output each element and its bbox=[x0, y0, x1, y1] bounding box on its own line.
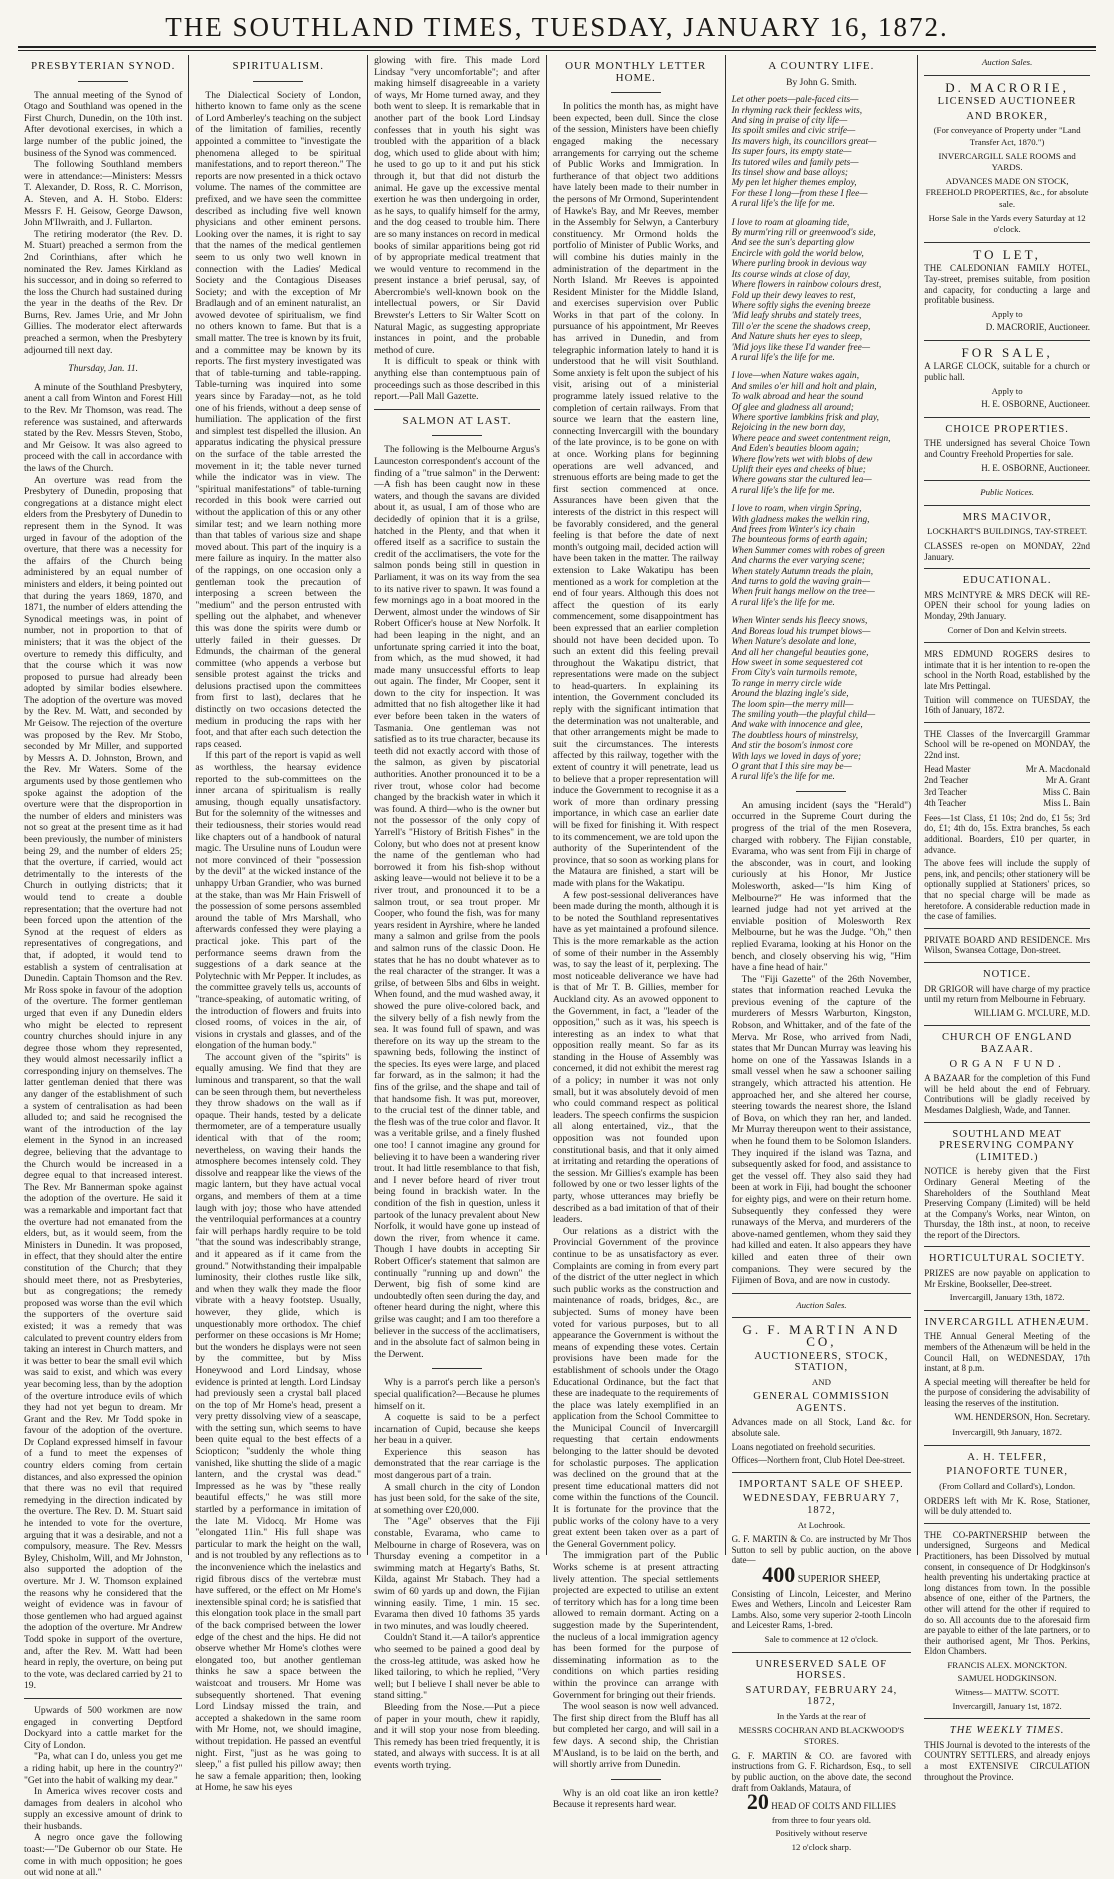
poem-line: A rural life's the life for me. bbox=[731, 597, 835, 608]
poem-line: Rejoicing in the new born day, bbox=[731, 423, 846, 434]
ad-text: THE CALEDONIAN FAMILY HOTEL, Tay-street, premises suitable, from position and capacity, for conducting a large and profitable business. bbox=[924, 263, 1090, 306]
poem-line: A rural life's the life for me. bbox=[731, 352, 835, 363]
poem-line: Its tinsel show and base alloys; bbox=[731, 168, 849, 179]
poem bbox=[732, 95, 912, 783]
letter-paragraph: A few post-sessional deliverances have been made during the month, although it is to be noted the Southland representatives have as yet maintained a profound silence. This is the more remarkable as the action of some of their number in the Assembly was, to say the least of it, perplexing. The most noticeable deliverance we have had is that of Mr T. B. Gillies, member for Auckland city. As an avowed opponent to the Government, in fact, a "leader of the opposition," such as it was, his speech is interesting as an index to what that opposition really meant. So far as its standing in the House of Assembly was concerned, it did not exhibit the merest rag of a policy; in number it was not only small, but it was absolutely devoid of men who could command respect as political leaders. The speech confirms the suspicion all along entertained, viz., that the opposition was not founded upon constitutional basis, and that it only aimed at irritating and retarding the operations of the session. Mr Gillies's example has been followed by one or two lesser lights of the party, whose utterances may briefly be described as a bad imitation of that of their leaders. bbox=[552, 889, 719, 1226]
teacher-list bbox=[924, 764, 1090, 810]
ad-choice-heading: CHOICE PROPERTIES. bbox=[945, 423, 1069, 435]
news-paragraph: The "Fiji Gazette" of the 26th November, states that information reached Levuka the previous evening of the capture of the murderers of Messrs Warburton, Kingston, Robson, and Whittaker, and of the fate of the Merva. Mr Rose, who arrived from Nadi, states that Mr Duncan Murray was leaving his home on one of the Yassawas Islands in a small vessel when he saw a schooner sailing strangely, which attracted his attention. He approached her, and she altered her course, steering towards the nearest shore, the Island of Bova, on which they ran her, and landed. Mr Murray thereupon went to their assistance, when he found them to be Solomon Islanders. They inquired if the island was Tazna, and subsequently asked for food, and assistance to get the vessel off. They also said they had been at work in Fiji, had bought the schooner for eighty pigs, and were on their return home. Subsequently they confessed they were runaways of the Merva, and murderers of the above-named gentlemen, whom they said they had killed and eaten. It also appears they have killed and eaten three of their own companions. They were secured by the Fijimen of Bova, and are now in custody. bbox=[731, 973, 912, 1287]
poem-line: By murm'ring rill or greenwood's side, bbox=[731, 228, 876, 239]
poem-line: With lays we loved in days of yore; bbox=[731, 751, 862, 762]
ad-signature: WM. HENDERSON, Hon. Secretary. bbox=[954, 1411, 1090, 1422]
divider bbox=[924, 1310, 1090, 1311]
ad-martin-line: AND bbox=[811, 1376, 831, 1387]
divider bbox=[924, 1025, 1090, 1026]
divider bbox=[924, 928, 1090, 929]
jest-item: Experience this season has demonstrated that the rear carriage is the most dangerous part of a train. bbox=[374, 1446, 540, 1482]
ad-organ-heading: ORGAN FUND. bbox=[949, 1058, 1065, 1070]
teacher-row bbox=[924, 787, 1090, 799]
jest-item: Why is a parrot's perch like a person's special qualification?—Because he plumes himself on it. bbox=[374, 1377, 540, 1412]
column-2 bbox=[188, 55, 367, 1794]
synod-heading: PRESBYTERIAN SYNOD. bbox=[31, 60, 176, 72]
letter-paragraph: The immigration part of the Public Works scheme is at present attracting lively attention. The special settlements projected are expected to utilise an extent of territory which has for a long time been allowed to remain dormant. Acting on a suggestion made by the Superintendent, the nucleus of a local immigration agency has been formed for the purpose of disseminating information as to the conditions on which parties residing within the province can arrange with Government for bringing out their friends. bbox=[552, 1550, 719, 1701]
ad-sheep-place: At Lochrook. bbox=[797, 1519, 846, 1530]
ad-text: CLASSES re-open on MONDAY, 22nd January. bbox=[924, 541, 1090, 562]
jest-item: Bleeding from the Nose.—Put a piece of paper in your mouth, chew it rapidly, and it will stop your nose from bleeding. This remedy has been tried frequently, it is stated, and always with success. It is at all events worth trying. bbox=[374, 1701, 540, 1771]
poem-line: Till o'er the scene the shadows creep, bbox=[731, 321, 871, 332]
ad-text: Positively without reserve bbox=[775, 1828, 868, 1839]
divider bbox=[924, 962, 1090, 963]
teacher-role: Head Master bbox=[924, 763, 971, 774]
ad-text: Apply to bbox=[991, 385, 1023, 396]
poem-line: Of glee and gladness all around; bbox=[731, 402, 854, 413]
ad-text: THE CO-PARTNERSHIP between the undersigned, Surgeons and Medical Practitioners, has been Dissolved by mutual consent, in consequence of Dr Hodgkinson's health preventing his undertaking practice at long distances from town. In the possible absence of one, either of the Partners, the other will attend for the other if required to do so. All accounts due to the aforesaid firm are payable to either of the late partners, or to their authorised agent, Mr Thos. Perkins, Eldon Chambers. bbox=[924, 1529, 1090, 1657]
poem-line: When Nature's desolate and lone, bbox=[731, 637, 857, 648]
poem-author: By John G. Smith. bbox=[786, 77, 857, 88]
ad-macivor-address: LOCKHART'S BUILDINGS, TAY-STREET. bbox=[927, 526, 1088, 537]
ad-text: Invercargill, January 1st, 1872. bbox=[952, 1700, 1062, 1711]
poem-line: For these I long—from these I flee— bbox=[731, 188, 868, 199]
ad-text: A LARGE CLOCK, suitable for a church or public hall. bbox=[924, 361, 1090, 383]
poem-line: And see the sun's departing glow bbox=[731, 238, 855, 249]
ad-martin-line: GENERAL COMMISSION AGENTS. bbox=[753, 1391, 890, 1414]
jest-item: A small church in the city of London has just been sold, for the sake of the site, at something over £20,000. bbox=[374, 1481, 540, 1516]
synod-paragraph: The annual meeting of the Synod of Otago and Southland was opened in the First Church, Dunedin, on the 10th inst. After devotional exercises, in which a large number of the public joined, the business of the Synod was commenced. bbox=[24, 89, 183, 159]
ad-text: G. F. MARTIN & Co. are instructed by Mr Thos Sutton to sell by public auction, on the above date— bbox=[731, 1534, 912, 1566]
divider bbox=[924, 722, 1090, 723]
ad-text: Invercargill, January 13th, 1872. bbox=[949, 1292, 1065, 1303]
ad-signature: FRANCIS ALEX. MONCKTON. bbox=[947, 1659, 1067, 1670]
divider bbox=[732, 1293, 912, 1294]
teacher-name: Miss C. Bain bbox=[1042, 786, 1090, 797]
column-5 bbox=[725, 55, 918, 1852]
poem-line: Let other poets—pale-faced cits— bbox=[731, 95, 859, 106]
poem-stanza bbox=[732, 504, 912, 608]
ad-macrorie-line: INVERCARGILL SALE ROOMS and YARDS. bbox=[938, 150, 1076, 173]
letter-heading: OUR MONTHLY LETTER HOME. bbox=[565, 60, 707, 84]
ad-telfer-line: (From Collard and Collard's), London. bbox=[939, 1480, 1076, 1491]
poem-line: A rural life's the life for me. bbox=[731, 199, 835, 210]
masthead-rule bbox=[18, 46, 1096, 48]
ad-text: Advances made on all Stock, Land &c. for absolute sale. bbox=[731, 1417, 912, 1439]
poem-line: And Nature shuts her eyes to sleep, bbox=[731, 332, 863, 343]
ad-text: Invercargill, 9th January, 1872. bbox=[952, 1427, 1062, 1438]
poem-line: Where purling brook in devious way bbox=[731, 259, 867, 270]
poem-line: I love to roam at gloaming tide, bbox=[731, 217, 850, 228]
ad-telfer-line: PIANOFORTE TUNER, bbox=[946, 1466, 1068, 1478]
ad-notice-heading: NOTICE. bbox=[983, 969, 1032, 980]
poem-line: Around the blazing ingle's side, bbox=[731, 689, 849, 700]
ad-signature: SAMUEL HODGKINSON. bbox=[957, 1673, 1057, 1684]
spiritualism-closing: It is difficult to speak or think with anything else than contemptuous pain of proceedings such as those described in this report.—Pall Mall Gazette. bbox=[374, 356, 540, 403]
poem-line: O grant that I this sire may be— bbox=[731, 761, 852, 772]
ad-text: G. F. MARTIN & CO. are favored with instructions from G. F. Richardson, Esq., to sell by public auction, on the above date, the second draft from Oaklands, Mataura, of bbox=[731, 1750, 912, 1793]
spiritualism-continued: glowing with fire. This made Lord Lindsay "very uncomfortable"; and after making himself disagreeable in a variety of ways, Mr Home turned away, and they both went to sleep. It is remarkable that in another part of the book Lord Lindsay confesses that in youth his sight was troubled with the apparition of a black dog, which used to glide about with him; he used to go up to it and put his stick through it, but that did not disturb the animal. He gave up the excessive mental exertion he was then undergoing in order, as he says, to qualify himself for the army, and the dog ceased to trouble him. There are so many instances on record in medical books of similar apparitions being got rid of by appropriate medical treatment that we would venture to recommend in the present instance a brief perusal, say, of Abercrombie's well-known book on the intellectual powers, or Sir David Brewster's Letters to Sir Walter Scott on Natural Magic, as suggesting appropriate instances in point, and the probable method of cure. bbox=[374, 55, 540, 356]
ad-text: ORDERS left with Mr K. Rose, Stationer, will be duly attended to. bbox=[924, 1495, 1090, 1517]
poem-line: And Boreas loud his trumpet blows— bbox=[731, 626, 871, 637]
poem-line: Its course winds at close of day, bbox=[731, 269, 851, 280]
divider bbox=[432, 435, 482, 436]
ad-text: PRIZES are now payable on application to Mr Erskine, Bookseller, Dee-street. bbox=[924, 1268, 1090, 1289]
spiritualism-heading: SPIRITUALISM. bbox=[232, 60, 324, 72]
divider bbox=[924, 1445, 1090, 1446]
teacher-name: Miss L. Bain bbox=[1043, 798, 1090, 809]
ad-meat-heading: SOUTHLAND MEAT PRESERVING COMPANY (LIMITED.) bbox=[939, 1128, 1076, 1163]
ad-macrorie-line: ADVANCES MADE ON STOCK, FREEHOLD PROPERTIES, &c., for absolute sale. bbox=[925, 175, 1089, 209]
poem-line: Its mavers high, its councillors great— bbox=[731, 136, 877, 147]
poem-line: Its spoilt smiles and civic strife— bbox=[731, 126, 856, 137]
ad-text: MRS McINTYRE & MRS DECK will RE-OPEN their school for young ladies on Monday, 29th January. bbox=[924, 589, 1090, 621]
ad-sheep-title: SUPERIOR SHEEP, bbox=[797, 1574, 881, 1585]
ad-weekly-heading: THE WEEKLY TIMES. bbox=[949, 1725, 1065, 1737]
poem-line: My pen let higher themes employ, bbox=[731, 178, 857, 189]
synod-dateline: Thursday, Jan. 11. bbox=[68, 364, 139, 375]
poem-stanza bbox=[732, 95, 912, 209]
poem-line: Encircle with gold the world below, bbox=[731, 248, 864, 259]
ad-macrorie-line: LICENSED AUCTIONEER bbox=[937, 96, 1077, 108]
letter-paragraph: In politics the month has, as might have been expected, been dull. Since the close of the session, Ministers have been chiefly engaged making the necessary arrangements for carrying out the scheme of Public Works and Immigration. In furtherance of that object two additions have lately been made to their number in the persons of Mr Ormond, Superintendent of Hawke's Bay, and Mr Reeves, member in the Assembly for Selwyn, a Canterbury constituency. Mr Ormond holds the portfolio of Minister of Public Works, and will combine his duties mainly in the administration of the department in the North Island. Mr Reeves is appointed Resident Minister for the Middle Island, and exercises supervision over Public Works in that part of the colony. In pursuance of his appointment, Mr Reeves has arrived in Dunedin, and from telegraphic information lately to hand it is understood that he will visit Southland. Some anxiety is felt upon the subject of his visit, arising out of a ministerial programme lately issued relative to the completion of certain railways. From that source we learn that the eastern line, connecting Invercargill with the boundary of the late province, is to be gone on with at once. Working plans for beginning operations are well advanced, and strenuous efforts are being made to get the first section commenced at once. Assurances have been given that the interests of the district in this respect will be favorably considered, and the general feeling is that before the date of next month's outgoing mail, decided action will have been taken in the matter. The railway extension to Lake Wakatipu has been mentioned as a work for completion at the end of four years. Although this does not affect the question of its early commencement, some disappointment has been expressed that an earlier completion should not have been decided upon. To such an extent did this feeling prevail throughout the Wakatipu district, that representations were made on the subject to head-quarters. In explaining its intention, the Government concluded its reply with the significant intimation that the determination was not unalterable, and that other arrangements might be made to suit the circumstances. The interests affected by this railway, together with the extent of country it will penetrate, lead us to believe that a proper representation will induce the Government to recognise it as a work of more than ordinary pressing importance, in which case an earlier date will be fixed for finishing it. With respect to its commencement, we are told upon the authority of the Superintendent of the province, that so soon as working plans for the Mataura are finished, a start will be made with plans for the Wakatipu. bbox=[552, 101, 719, 889]
ad-text: Consisting of Lincoln, Leicester, and Merino Ewes and Wethers, Lincoln and Leicester Ram Lambs. Also, some very superior 2-tooth Lincoln and Leicester Rams, 1-bred. bbox=[731, 1588, 912, 1631]
section-label: Auction Sales. bbox=[981, 57, 1033, 67]
divider bbox=[432, 1368, 482, 1369]
column-1 bbox=[18, 55, 188, 1879]
jest-item: Why is an old coat like an iron kettle? Because it represents hard wear. bbox=[552, 1787, 719, 1811]
poem-line: 'Mid joys like these I'd wander free— bbox=[731, 342, 870, 353]
poem-line: From City's vain turmoils remote, bbox=[731, 668, 858, 679]
poem-line: And stir the bosom's inmost core bbox=[731, 741, 853, 752]
poem-line: And charms the ever varying scene; bbox=[731, 556, 866, 567]
poem-line: Where flowers in rainbow colours drest, bbox=[731, 280, 882, 291]
divider bbox=[924, 1122, 1090, 1123]
poem-line: Where gowans star the cultured lea— bbox=[731, 475, 872, 486]
ad-text: THE undersigned has several Choice Town and Country Freehold Properties for sale. bbox=[924, 438, 1090, 460]
ad-telfer-heading: A. H. TELFER, bbox=[967, 1451, 1047, 1463]
ad-text: THIS Journal is devoted to the interests of the COUNTRY SETTLERS, and already enjoys a most EXTENSIVE CIRCULATION throughout the Province. bbox=[924, 1739, 1090, 1782]
divider bbox=[924, 480, 1090, 481]
poem-line: A rural life's the life for me. bbox=[731, 772, 835, 783]
ad-text: PRIVATE BOARD AND RESIDENCE. Mrs Wilson, Swansea Cottage, Don-street. bbox=[924, 934, 1090, 956]
teacher-name: Mr A. Macdonald bbox=[1025, 763, 1090, 774]
ad-text: Apply to bbox=[991, 308, 1023, 319]
news-item: "Pa, what can I do, unless you get me a riding habit, up here in the country?" "Get into the habit of walking my dear." bbox=[24, 1751, 183, 1786]
divider bbox=[732, 1472, 912, 1473]
poem-line: Where softly sighs the evening breeze bbox=[731, 300, 871, 311]
teacher-row bbox=[924, 798, 1090, 810]
news-item: Upwards of 500 workmen are now engaged in converting Deptford Dockyard into a cattle market for the City of London. bbox=[24, 1704, 183, 1751]
poem-line: The doubtless hours of minstrelsy, bbox=[731, 730, 859, 741]
ad-text: DR GRIGOR will have charge of my practice until my return from Melbourne in February. bbox=[924, 983, 1090, 1005]
divider bbox=[924, 568, 1090, 569]
poem-line: And all her changeful beauties gone, bbox=[731, 647, 869, 658]
poem-line: When Winter sends his fleecy snows, bbox=[731, 616, 868, 627]
ad-text: Tuition will commence on TUESDAY, the 16th of January, 1872. bbox=[924, 694, 1090, 716]
ad-sheep-number: 400 bbox=[762, 1562, 796, 1587]
poem-line: When Summer comes with robes of green bbox=[731, 545, 885, 556]
divider bbox=[611, 1779, 661, 1780]
ad-horse-place: In the Yards at the rear of bbox=[776, 1710, 866, 1721]
ad-text: Sale to commence at 12 o'clock. bbox=[764, 1633, 879, 1644]
divider bbox=[924, 417, 1090, 418]
poem-line: When stately Autumn treads the plain, bbox=[731, 566, 874, 577]
ad-horticultural-heading: HORTICULTURAL SOCIETY. bbox=[928, 1253, 1086, 1265]
teacher-role: 3rd Teacher bbox=[924, 786, 967, 797]
divider bbox=[924, 340, 1090, 341]
divider bbox=[924, 75, 1090, 76]
ad-educational-heading: EDUCATIONAL. bbox=[962, 575, 1052, 587]
poem-line: To range in merry circle wide bbox=[731, 678, 842, 689]
poem-line: And turns to gold the waving grain— bbox=[731, 577, 870, 588]
poem-stanza bbox=[732, 371, 912, 496]
poem-line: The loom spin—the merry mill— bbox=[731, 699, 854, 710]
poem-line: Its tutored wiles and family pets— bbox=[731, 157, 859, 168]
divider bbox=[732, 1652, 912, 1653]
ad-signature: H. E. OSBORNE, Auctioneer. bbox=[981, 462, 1090, 473]
ad-text: Offices—Northern front, Club Hotel Dee-street. bbox=[731, 1455, 905, 1466]
ad-text: NOTICE is hereby given that the First Ordinary General Meeting of the Shareholders of the Southland Meat Preserving Company (Limited) will be held at the Company's Works, near Winton, on Thursday, the 18th inst., at noon, to receive the report of the Directors. bbox=[924, 1166, 1090, 1240]
poem-line: And smiles o'er hill and holt and plain, bbox=[731, 381, 877, 392]
divider bbox=[924, 1246, 1090, 1247]
columns bbox=[18, 55, 1096, 1879]
poem-line: Fold up their dewy leaves to rest, bbox=[731, 290, 856, 301]
teacher-name: Mr A. Grant bbox=[1045, 775, 1090, 786]
ad-macrorie-name: D. MACRORIE, bbox=[945, 79, 1069, 95]
synod-paragraph: The following Southland members were in attendance:—Ministers: Messrs T. Alexander, D. Ross, R. C. Morrison, A. Steven, and A. H. Stobo. Elders: Messrs F. H. Geisow, George Dawson, John M'Ilwraith, and J. Fullarton. bbox=[24, 159, 183, 229]
spiritualism-paragraph: If this part of the report is vapid as well as worthless, the hearsay evidence reported to the sub-committees on the inner arcana of spiritualism is really amusing, though equally unsatisfactory. But for the solemnity of the witnesses and their tediousness, their stories would read like chapters out of a handbook of natural magic. The Ursuline nuns of Loudun were not more convinced of their "possession by the devil" at the wicked instance of the unhappy Urban Grandier, who was burned at the stake, than was Mr Hain Friswell of the possession of some persons assembled around the table of Mrs Marshall, who afterwards confessed they were playing a practical joke. This part of the performance seems drawn from the suggestions of a dark seance at the Polytechnic with Mr Pepper. It includes, as the committee gravely tells us, accounts of "trance-speaking, of automatic writing, of the introduction of flowers and fruits into closed rooms, of voices in the air, of visions in crystals and glasses, and of the elongation of the human body." bbox=[195, 750, 362, 1052]
teacher-role: 4th Teacher bbox=[924, 798, 967, 809]
divider bbox=[732, 1317, 912, 1318]
ad-signature: WILLIAM G. M'CLURE, M.D. bbox=[974, 1007, 1090, 1018]
poem-line: The smiling youth—the playful child— bbox=[731, 709, 876, 720]
ad-macrorie-line: Horse Sale in the Yards every Saturday at 12 o'clock. bbox=[928, 212, 1086, 235]
divider bbox=[924, 1718, 1090, 1719]
ad-macivor-heading: MRS MACIVOR, bbox=[962, 511, 1052, 523]
column-3 bbox=[367, 55, 546, 1771]
teacher-role: 2nd Teacher bbox=[924, 775, 969, 786]
ad-text: THE Annual General Meeting of the members of the Athenæum will be held in the Council Hall, on WEDNESDAY, 17th instant, at 8 p.m. bbox=[924, 1331, 1090, 1374]
synod-paragraph: An overture was read from the Presbytery of Dunedin, proposing that congregations at a distance might elect elders from the Presbytery of Dunedin to represent them in the Synod. It was urged in favour of the adoption of the overture, that there was a necessity for the affairs of the Church being administered by an equal number of ministers and elders, it being pointed out that during the years 1869, 1870, and 1871, the number of elders attending the Synodical meetings was, in point of number, not in proportion to that of ministers; that it was the object of the overture to remedy this difficulty, and that the course which it was now proposed to pursue had already been adopted by similar bodies elsewhere. The adoption of the overture was moved by the Rev. M. Watt, and seconded by Mr Geisow. The rejection of the overture was proposed by the Rev. Mr Stobo, seconded by Mr Miller, and supported by Messrs A. D. Johnston, Brown, and the Rev. Mr Waters. Some of the arguments used by those gentlemen who spoke against the adoption of the overture were that the disproportion in the number of elders and ministers was not so great at the present time as it had been previously, the number of ministers being 29, and the number of elders 25; that the overture, if carried, would act detrimentally to the interests of the Church in outlying districts; that it would tend to create a double representation; that the overture had not been forced upon the attention of the Synod at the request of elders as representatives of congregations, and that, if adopted, it would tend to establish a system of centralisation at Dunedin. Captain Thomson and the Rev. Mr Ross spoke in favour of the adoption of the overture. The former gentleman urged that even if any Dunedin elders who might be elected to represent country churches should injure in any degree those whom they represented, they would almost necessarily inflict a corresponding injury on themselves. The latter gentleman denied that there was any danger of the establishment of such a system of centralisation as had been alluded to; and said he recognised the want of the introduction of the lay element in the Synod in an increased degree, believing that the advantage to the Church would be increased in a degree equal to that increased interest. The Rev. Mr Bannerman spoke against the adoption of the overture. He said it was a remarkable and important fact that the overture had not emanated from the elders, but, as it would seem, from the Ministers in Dunedin. It was proposed, in effect, that they should alter the entire constitution of the Church; that they should meet there, not as Presbyteries, but as congregations; the remedy proposed was worse than the evil which the supporters of the overture said existed; it was a remedy that was calculated to prevent country elders from taking an interest in Church matters, and it was better to bear the small evil which was said to exist, and which was every year becoming less, than by the adoption of the overture introduce evils of which they had not yet begun to dream. Mr Grant and the Rev. Mr Todd spoke in favour of the adoption of the overture. Dr Copland expressed himself in favour of a fund to meet the expenses of country elders coming from certain distances, and also expressed the opinion that there was no evil that required remedying in the direction indicated by the overture. The Rev. D. M. Stuart said he intended to vote for the overture, arguing that it was a desirable, and not a compulsory, measure. The Rev. Messrs Byley, Chisholm, Will, and Mr Johnston, also supported the adoption of the overture. Mr J. W. Thomson explained the reasons why he considered that the weight of evidence was in favour of those gentlemen who had argued against the adoption of the overture. Mr Andrew Todd spoke in support of the overture, and, after the Rev. M. Watt had been heard in reply, the overture, on being put to the vote, was declared carried by 21 to 19. bbox=[24, 474, 183, 1692]
ad-text: Fees—1st Class, £1 10s; 2nd do, £1 5s; 3rd do, £1; 4th do, 15s. Extra branches, 5s each additional. Boarders, £10 per quarter, in advance. bbox=[924, 812, 1090, 855]
spiritualism-paragraph: The account given of the "spirits" is equally amusing. We find that they are luminous and transparent, so that the wall can be seen through them, but nevertheless they throw shadows on the wall as if opaque. Their hands, tested by a delicate thermometer, are of a temperature usually identical with that of the room; nevertheless, on waving their hands the atmosphere becomes intensely cold. They dissolve and reappear like the views of the magic lantern, but they have actual vocal organs, and members of them at a time laugh with joy; those who have attended the ventriloquial performances at a country fair will perhaps hardly require to be told "that the sound was indescribably strange, and it appeared as if it came from the ground." Notwithstanding their impalpable luminosity, their clothes rustle like silk, and when they walk they made the floor vibrate with a heavy footstep. Usually, however, they glide, which is unquestionably more orthodox. The chief performer on these occasions is Mr Home; but the wonders he displays were not seen by the committee, but by Miss Honeywood and Lord Lindsay, whose evidence is printed at length. Lord Lindsay had previously seen a crystal ball placed on the top of Mr Home's head, present a very pretty dissolving view of a seascape, with the setting sun, which seems to have been quite equal to the best effects of a Sciopticon; "suddenly the whole thing vanished, like shutting the slide of a magic lantern, and the crystal was dead." Impressed as he was by "these really beautiful effects," he was still more startled by a performance in imitation of the late M. Vidocq. Mr Home was "elongated 11in." His full shape was particular to mark the height on the wall, and is not troubled by any reflections as to the inconvenience which the inelastics and rigid fibrous discs of the vertebræ must have suffered, or the effect on Mr Home's inextensible spinal cord; he is satisfied that this elongation took place in the small part of the back comprised between the lower edge of the chest and the hips. He did not observe whether Mr Home's clothes were elongated too, but another gentleman thinks he saw a space between the waistcoat and trousers. Mr Home was subsequently shortened. That evening Lord Lindsay missed the train, and accepted a shakedown in the same room with Mr Home, not, we should imagine, without trepidation. He passed an eventful night. First, "just as he was going to sleep," a fist pulled his pillow away; then he saw a female apparition; then, looking at Home, he saw his eyes bbox=[195, 1051, 362, 1794]
ad-sheep-heading: IMPORTANT SALE OF SHEEP. bbox=[739, 1478, 904, 1490]
poem-line: The bounteous forms of earth again; bbox=[731, 535, 868, 546]
ad-text: Loans negotiated on freehold securities. bbox=[731, 1441, 876, 1452]
ad-horse-heading: UNRESERVED SALE OF HORSES. bbox=[755, 1658, 888, 1682]
ad-horse-date: SATURDAY, FEBRUARY 24, 1872, bbox=[745, 1684, 898, 1708]
news-item: In America wives recover costs and damages from dealers in alcohol who supply an excessive amount of drink to their husbands. bbox=[24, 1786, 183, 1832]
ad-text: 12 o'clock sharp. bbox=[791, 1841, 852, 1852]
teacher-row bbox=[924, 764, 1090, 776]
divider bbox=[374, 409, 540, 410]
ad-martin-name: G. F. MARTIN AND CO, bbox=[742, 1322, 901, 1349]
poem-line: Where sportive lambkins frisk and play, bbox=[731, 412, 879, 423]
ad-forsale-heading: FOR SALE, bbox=[961, 344, 1053, 360]
jest-item: A coquette is said to be a perfect incarnation of Cupid, because she keeps her beau in a quiver. bbox=[374, 1412, 540, 1447]
ad-horse-number: 20 bbox=[746, 1789, 769, 1815]
ad-horse-title: HEAD OF COLTS AND FILLIES bbox=[771, 1801, 896, 1812]
ad-text: THE Classes of the Invercargill Grammar School will be re-opened on MONDAY, the 22nd inst. bbox=[924, 728, 1090, 760]
divider bbox=[78, 81, 128, 82]
divider bbox=[611, 92, 661, 93]
ad-horse-place: MESSRS COCHRAN AND BLACKWOOD'S STORES. bbox=[738, 1724, 905, 1747]
poem-line: In rhyming rack their feckless wits, bbox=[731, 105, 863, 116]
jest-item: Couldn't Stand it.—A tailor's apprentice who seemed to be pained a good deal by the cross-leg attitude, was asked how he liked tailoring, to which he replied, "Very well; but I believe I shall never be able to stand sitting." bbox=[374, 1632, 540, 1702]
news-paragraph: An amusing incident (says the "Herald") occurred in the Supreme Court during the progress of the trial of the men Rosevera, charged with robbery. The Fijian constable, Evarama, who was sent from Fiji in charge of the absconder, was in court, and looking curiously at his Honor, Mr Justice Molesworth, asked—"Is him King of Melbourne?" He was informed that the learned judge had not yet arrived at the enviable position of Molesworth Rex Melbourne, but he was the Judge. "Oh," then replied Evarama, looking at his Honor on the bench, and closely observing his wig, "Him have a fine head of hair." bbox=[731, 799, 912, 974]
ad-text: MRS EDMUND ROGERS desires to intimate that it is her intention to re-open the school in the North Road, established by the late Mrs Pettingal. bbox=[924, 649, 1090, 691]
ad-bazaar-heading: CHURCH OF ENGLAND BAZAAR. bbox=[942, 1032, 1073, 1055]
masthead: THE SOUTHLAND TIMES, TUESDAY, JANUARY 16, 1872. bbox=[165, 12, 949, 42]
poem-line: Uplift their eyes and cheeks of blue; bbox=[731, 465, 866, 475]
poem-line: Its super fours, its empty state— bbox=[731, 147, 852, 158]
poem-line: 'Mid leafy shrubs and stately trees, bbox=[731, 311, 862, 322]
poem-line: A rural life's the life for me. bbox=[731, 485, 835, 496]
poem-line: When fruit hangs mellow on the tree— bbox=[731, 587, 875, 598]
divider bbox=[253, 81, 303, 82]
poem-line: How sweet in some sequestered cot bbox=[731, 657, 863, 668]
ad-text: Witness— MATTW. SCOTT. bbox=[955, 1687, 1060, 1698]
ad-signature: H. E. OSBORNE, Auctioneer. bbox=[981, 399, 1090, 410]
poem-line: To walk abroad and hear the sound bbox=[731, 392, 864, 403]
letter-paragraph: The wool season is now well advanced. The first ship direct from the Bluff has all but completed her cargo, and will sail in a few days. A second ship, the Christian M'Ausland, is to be laid on the berth, and will shortly arrive from Dunedin. bbox=[552, 1701, 719, 1771]
poem-line: And sing in praise of city life— bbox=[731, 116, 848, 126]
ad-tolet-heading: TO LET, bbox=[973, 246, 1041, 262]
news-item: A negro once gave the following toast:—"De Gubernor ob our State. He come in with much opposition; he goes out wid none at all." bbox=[24, 1832, 183, 1879]
poem-line: And wake with innocence and glee, bbox=[731, 720, 863, 731]
section-label: Public Notices. bbox=[980, 487, 1034, 498]
ad-text: A BAZAAR for the completion of this Fund will be held about the end of February. Contributions will be gladly received by Mesdames Dalgliesh, Wade, and Tanner. bbox=[924, 1073, 1090, 1115]
poem-line: And Eden's beauties bloom again; bbox=[731, 444, 860, 455]
divider bbox=[924, 505, 1090, 506]
teacher-row bbox=[924, 775, 1090, 787]
ad-sheep-date: WEDNESDAY, FEBRUARY 7, 1872, bbox=[742, 1493, 900, 1517]
ad-macrorie-line: (For conveyance of Property under "Land Transfer Act, 1870.") bbox=[933, 125, 1081, 147]
poem-line: And frees from Winter's icy chain bbox=[731, 525, 855, 536]
ad-text: Corner of Don and Kelvin streets. bbox=[947, 624, 1067, 635]
salmon-paragraph: The following is the Melbourne Argus's Launceston correspondent's account of the finding of a "true salmon" in the Derwent:—A fish has been caught now in these waters, and though the savans are divided about it, as usual, I am of those who are decidedly of opinion that it is a grilse, hatched in the Plenty, and that when it offered itself as a sacrifice to sustain the credit of the acclimatisers, the vote for the salmon ponds being still in question in Parliament, it was on its way from the sea to its native river to spawn. It was found a few mornings ago in a boat moored in the Derwent, almost under the windows of Sir Robert Officer's house at New Norfolk. It had been leaping in the night, and an unfortunate spring carried it into the boat, from which, as the mud showed, it had made many unsuccessful efforts to leap out again. The finder, Mr Cooper, sent it down to the city for inspection. It was admitted that no fish altogether like it had ever before been taken in the waters of Tasmania. One gentleman was not satisfied as to its true character, because its teeth did not exactly accord with those of the salmon, as given by piscatorial authorities. Another pronounced it to be a river trout, whose color had become changed by the brackish water in which it was found. A third—who is the owner but not the possessor of the only copy of Yarrell's "History of British Fishes" in the Colony, but who does not at present know the name of the gentleman who had borrowed it from his fish-shop without asking leave—would not believe it to be a river trout, and pronounced it to be a salmon trout, or sea trout proper. Mr Cooper, who found the fish, was for many years resident in Ayrshire, where he landed many a salmon and grilse from the pools and salmon runs of the classic Doon. He states that he has no doubt whatever as to the real character of the stranger. It was a grilse, of between 5lbs and 6lbs in weight. When found, and the mud washed away, it showed the pure olive-colored back, and the silvery belly of a fish newly from the sea. It was found full of spawn, and was therefore on its way up the stream to the spawning beds, following the instinct of the species. Its eyes were large, and placed far forward, as in the salmon; it had the fins of the grilse, and the shape and tail of that handsome fish. It was put, moreover, to the crucial test of the dinner table, and the flesh was of the true color and flavor. It was a veritable grilse, and a finely flushed one too! I cannot imagine any ground for believing it to have been a wandering river trout. It had little resemblance to that fish, and I never before heard of river trout being found in brackish water. In the condition of the fish in question, unless it partook of the lunacy prevalent about New Norfolk, it would have gone up instead of down the river, from whence it came. Though I have doubts in accepting Sir Robert Officer's statement that salmon are continually "running up and down" the Derwent, big fish of some kind are undoubtedly often seen during the day, and oftener heard during the night, where this grilse was caught; and I am too therefore a believer in the success of the acclimatisers, and in the absolute fact of salmon being in the Derwent. bbox=[374, 444, 540, 1360]
ad-athenaeum-heading: INVERCARGILL ATHENÆUM. bbox=[924, 1316, 1090, 1328]
poem-heading: A COUNTRY LIFE. bbox=[768, 60, 875, 72]
divider bbox=[924, 1523, 1090, 1524]
letter-paragraph: Our relations as a district with the Provincial Government of the province continue to be as unsatisfactory as ever. Complaints are coming in from every part of the district of the utter neglect in which such public works as the construction and maintenance of roads, bridges, &c., are subjected. Sums of money have been voted for various purposes, but to all appearance the Government is without the means of expending these votes. Certain provisions have been made for the establishment of schools under the Otago Educational Ordinance, but the fact that these are inadequate to the requirements of the place was lately exemplified in an application from the School Committee to the Municipal Council of Invercargill requesting that certain endowments belonging to the latter should be devoted for scholastic purposes. The application was declined on the ground that at the present time educational matters did not come within the functions of the Council. It is fortunate for the province that the public works of the colony have to a very great extent been taken over as a part of the General Government policy. bbox=[552, 1225, 719, 1550]
ad-text: A special meeting will thereafter be held for the purpose of considering the advisability of leasing the reserves of the institution. bbox=[924, 1376, 1090, 1408]
synod-paragraph: The retiring moderator (the Rev. D. M. Stuart) preached a sermon from the 2nd Corinthians, after which he nominated the Rev. James Kirkland as his successor, and in doing so referred to the loss the Church had sustained during the year in the deaths of the Rev. Dr Burns, Rev. James Urie, and Mr John Gillies. The moderator elect afterwards preached a sermon, when the Presbytery adjourned till next day. bbox=[24, 228, 183, 356]
masthead-rule-thin bbox=[18, 50, 1096, 51]
poem-line: With gladness makes the welkin ring, bbox=[731, 514, 870, 525]
synod-paragraph: A minute of the Southland Presbytery, anent a call from Winton and Forest Hill to the Rev. Mr Thomson, was read. The reference was sustained, and afterwards stated by the Rev. Messrs Steven, Stobo, and Mr Geisow. It was also agreed to proceed with the call in accordance with the laws of the Church. bbox=[24, 381, 183, 474]
ad-macrorie-line: AND BROKER, bbox=[966, 110, 1048, 122]
column-6 bbox=[917, 55, 1096, 1782]
ad-martin-line: AUCTIONEERS, STOCK, STATION, bbox=[754, 1350, 889, 1374]
divider bbox=[24, 1698, 182, 1699]
poem-line: I love to roam, when virgin Spring, bbox=[731, 504, 862, 515]
divider bbox=[796, 791, 846, 792]
poem-stanza bbox=[732, 218, 912, 364]
poem-line: Where peace and sweet contentment reign, bbox=[731, 433, 891, 444]
column-4 bbox=[546, 55, 725, 1811]
ad-text: from three to four years old. bbox=[771, 1814, 871, 1825]
divider bbox=[924, 242, 1090, 243]
poem-line: Where flow'rets wet with blobs of dew bbox=[731, 454, 873, 465]
section-label: Auction Sales. bbox=[796, 1299, 847, 1310]
spiritualism-paragraph: The Dialectical Society of London, hitherto known to fame only as the scene of Lord Amberley's teaching on the subject of the limitation of families, recently appointed a committee to "investigate the phenomena alleged to be spiritual manifestations, and to report thereon." The reports are now presented in a thick octavo volume. The names of the committee are prefixed, and we have seen the committee described as including five well known physicians and other eminent persons. Looking over the names, it is right to say that the names of the medical gentlemen seem to us only two well known in connection with the Ladies' Medical Society and the Contagious Diseases Society; and with the exception of Mr Bradlaugh and of an eminent naturalist, an avowed devotee of spiritualism, we find no others known to fame. But that is a small matter. The tree is known by its fruit, and a committee may be known by its reports. The first mystery investigated was that of table-turning and table-rapping. Table-turning was inquired into some years since by Faraday—not, as he told one of his friends, without a deep sense of humiliation. The application of the first and simplest test dispelled the illusion. An apparatus indicating the physical pressure on the surface of the table arrested the movement in it; the table never turned while the indicator was in view. The "spiritual manifestations" of table-turning recorded in this book were carried out without the application of this or any other similar test; and we learn nothing more than that tables of various size and shape moved about. This part of the inquiry is a mere failure as inquiry. In the matter also of the rappings, on one occasion only a gentleman took the precaution of interposing a screen between the "medium" and the person entrusted with spelling out the alphabet, and whenever this was done the spirits were dumb or utterly failed in their guesses. Dr Edmunds, the chairman of the general committee (who appends a verbose but sensible protest against the tricks and delusions practised upon the committees from first to last), declares that he distinctly on two occasions detected the medium in producing the raps with her foot, and that after each such detection the raps ceased. bbox=[195, 89, 362, 750]
divider bbox=[924, 642, 1090, 643]
poem-line: I love—when Nature wakes again, bbox=[731, 371, 860, 382]
salmon-heading: SALMON AT LAST. bbox=[402, 414, 512, 427]
ad-text: The above fees will include the supply of pens, ink, and pencils; other stationery will be optionally supplied at Stationers' prices, so that no special charge will be made as heretofore. A considerable reduction made in the case of families. bbox=[924, 858, 1090, 922]
poem-stanza bbox=[732, 616, 912, 783]
ad-signature: D. MACRORIE, Auctioneer. bbox=[985, 322, 1090, 333]
jest-item: The "Age" observes that the Fiji constable, Evarama, who came to Melbourne in charge of Rosevera, was on Thursday evening a competitor in a swimming match at Hegarty's Baths, St. Kilda, against Mr Stabach. They had a swim of 60 yards up and down, the Fijian winning easily. Time, 1 min. 15 sec. Evarama then dived 10 fathoms 35 yards in two minutes, and was loudly cheered. bbox=[374, 1516, 540, 1632]
